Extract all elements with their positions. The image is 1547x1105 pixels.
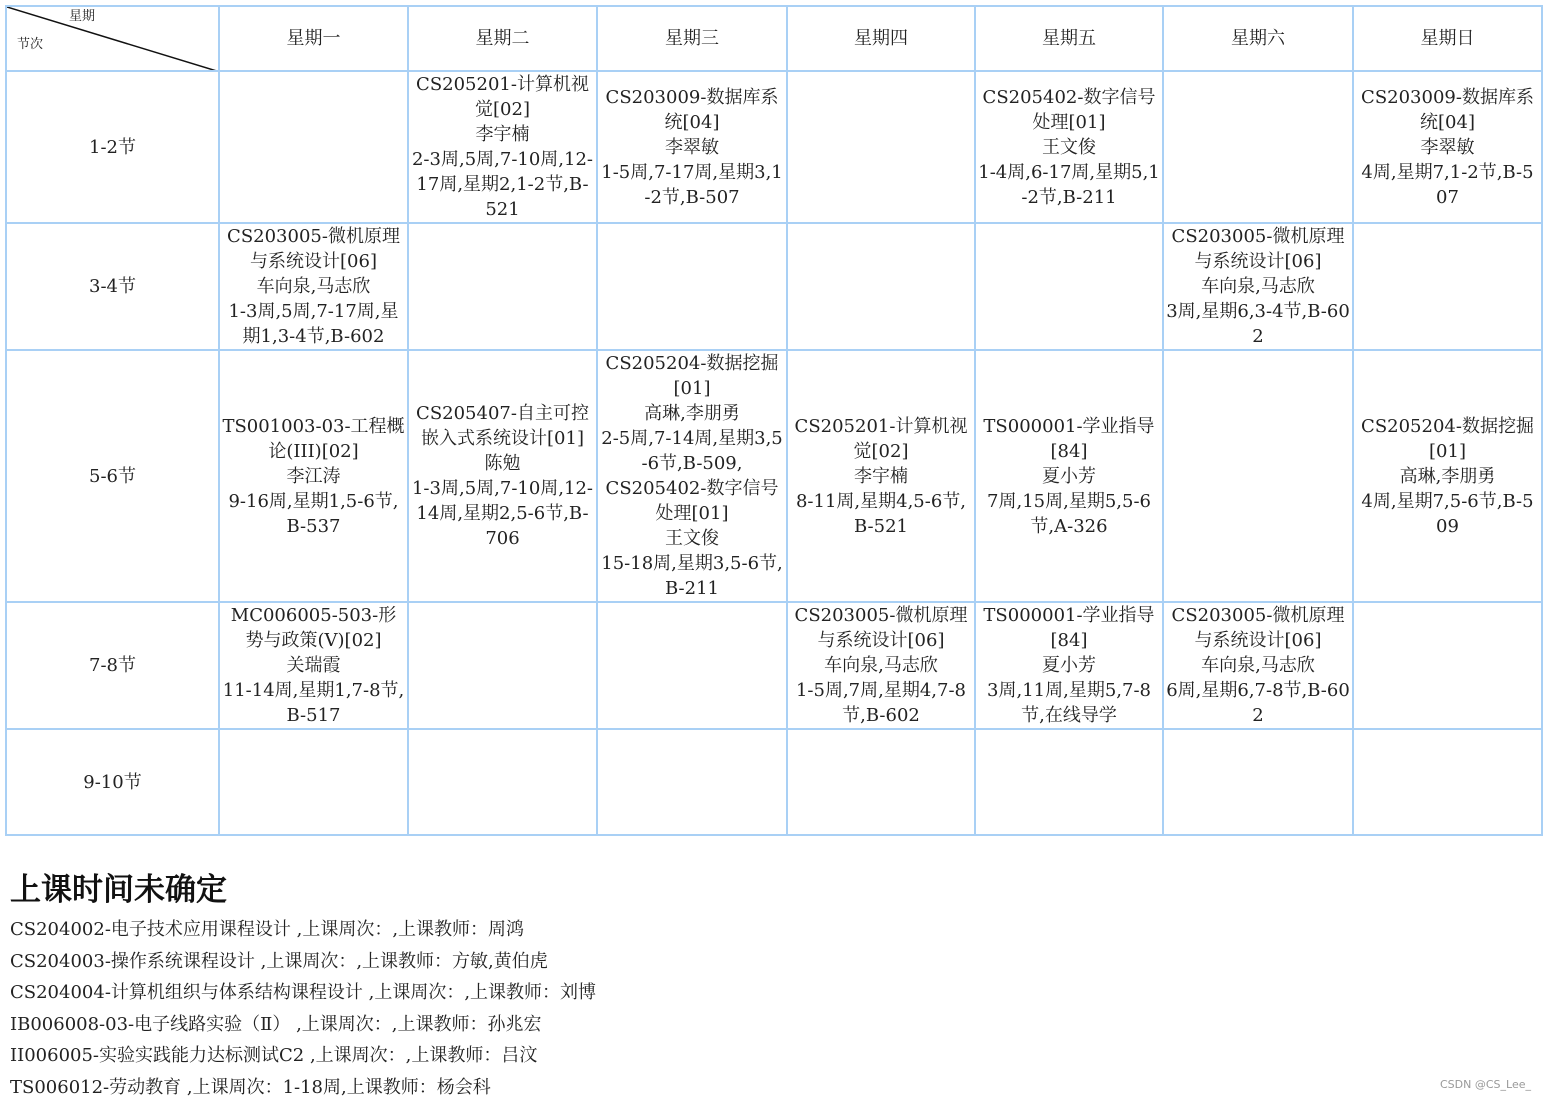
timetable-cell-sun	[1353, 602, 1542, 729]
course-teacher: 王文俊	[665, 528, 719, 549]
timetable-cell-wed	[597, 71, 787, 223]
course-schedule: 7周,15周,星期5,5-6节,A-326	[987, 490, 1151, 537]
course-name: CS203005-微机原理与系统设计[06]	[1171, 605, 1345, 651]
timetable-cell-mon	[219, 729, 408, 835]
course-name: TS000001-学业指导[84]	[983, 415, 1155, 462]
course-teacher: 王文俊	[1042, 136, 1096, 158]
unscheduled-item: CS204002-电子技术应用课程设计 ,上课周次：,上课教师：周鸿	[10, 919, 525, 940]
day-header-mon: 星期一	[219, 6, 408, 71]
day-header-wed: 星期三	[597, 6, 787, 71]
timetable-cell-sun	[1353, 71, 1542, 223]
course-schedule: 6周,星期6,7-8节,B-602	[1166, 680, 1350, 726]
corner-week-label: 星期	[69, 9, 96, 24]
slot-row	[6, 350, 1542, 602]
timetable-cell-sat	[1163, 729, 1353, 835]
course-name: CS205204-数据挖掘[01]	[1361, 415, 1534, 462]
corner-slot-label: 节次	[17, 37, 44, 52]
course-teacher: 李宇楠	[854, 465, 908, 487]
course-schedule: 1-5周,7周,星期4,7-8节,B-602	[795, 680, 967, 726]
slot-label: 3-4节	[6, 223, 219, 350]
course-schedule: 11-14周,星期1,7-8节,B-517	[222, 680, 405, 726]
timetable-cell-fri	[975, 71, 1163, 223]
course-teacher: 高琳,李朋勇	[1399, 465, 1496, 487]
course-schedule: 1-3周,5周,7-10周,12-14周,星期2,5-6节,B-706	[411, 478, 594, 549]
course-name: TS001003-03-工程概论(III)[02]	[222, 415, 405, 462]
course-schedule: 4周,星期7,1-2节,B-507	[1361, 161, 1534, 208]
timetable-cell-thu	[787, 602, 975, 729]
watermark: CSDN @CS_Lee_	[1440, 1078, 1531, 1091]
course-schedule: 2-5周,7-14周,星期3,5-6节,B-509,	[601, 428, 783, 474]
timetable-cell-sat	[1163, 602, 1353, 729]
timetable-cell-tue	[408, 350, 597, 602]
course-teacher: 陈勉	[484, 453, 521, 474]
timetable-cell-sat	[1163, 223, 1353, 350]
timetable-cell-mon	[219, 602, 408, 729]
slot-row	[6, 729, 1542, 835]
timetable-cell-wed	[597, 223, 787, 350]
timetable-cell-sun	[1353, 223, 1542, 350]
course-teacher: 车向泉,马志欣	[256, 276, 371, 297]
course-name: CS203005-微机原理与系统设计[06]	[1171, 226, 1345, 272]
course-name: CS203005-微机原理与系统设计[06]	[227, 226, 400, 272]
timetable-cell-tue	[408, 729, 597, 835]
course-schedule: 1-3周,5周,7-17周,星期1,3-4节,B-602	[228, 301, 399, 347]
course-teacher: 高琳,李朋勇	[644, 403, 740, 424]
course-teacher: 夏小芳	[1042, 655, 1096, 676]
course-schedule: 4周,星期7,5-6节,B-509	[1361, 490, 1534, 537]
timetable-cell-mon	[219, 350, 408, 602]
course-teacher: 车向泉,马志欣	[1201, 276, 1315, 297]
course-teacher: 夏小芳	[1042, 465, 1096, 487]
timetable-cell-tue	[408, 71, 597, 223]
timetable-cell-thu	[787, 350, 975, 602]
timetable-body	[6, 71, 1542, 835]
timetable-cell-fri	[975, 602, 1163, 729]
unscheduled-item: IB006008-03-电子线路实验（Ⅱ） ,上课周次：,上课教师：孙兆宏	[10, 1013, 542, 1035]
course-name: CS205402-数字信号处理[01]	[605, 478, 779, 524]
slot-row	[6, 602, 1542, 729]
course-name: CS203009-数据库系统[04]	[1361, 86, 1534, 133]
day-header-sun: 星期日	[1353, 6, 1542, 71]
timetable-cell-sun	[1353, 729, 1542, 835]
timetable-cell-fri	[975, 729, 1163, 835]
course-name: CS205407-自主可控嵌入式系统设计[01]	[416, 403, 589, 449]
timetable-cell-thu	[787, 729, 975, 835]
slot-label: 9-10节	[6, 729, 219, 835]
course-schedule: 1-5周,7-17周,星期3,1-2节,B-507	[601, 161, 783, 208]
unscheduled-item: II006005-实验实践能力达标测试C2 ,上课周次：,上课教师：吕汶	[10, 1045, 538, 1067]
timetable-cell-tue	[408, 602, 597, 729]
timetable	[5, 5, 1543, 836]
timetable-cell-mon	[219, 71, 408, 223]
timetable-cell-thu	[787, 223, 975, 350]
course-teacher: 关瑞霞	[286, 655, 341, 676]
course-name: MC006005-503-形势与政策(V)[02]	[230, 605, 397, 651]
timetable-cell-sat	[1163, 71, 1353, 223]
course-teacher: 车向泉,马志欣	[1201, 655, 1315, 676]
unscheduled-item: CS204004-计算机组织与体系结构课程设计 ,上课周次：,上课教师：刘博	[10, 982, 597, 1004]
corner-cell	[6, 6, 219, 71]
course-schedule: 9-16周,星期1,5-6节,B-537	[228, 490, 399, 537]
timetable-cell-thu	[787, 71, 975, 223]
slot-label: 7-8节	[6, 602, 219, 729]
slot-label: 1-2节	[6, 71, 219, 223]
day-header-sat: 星期六	[1163, 6, 1353, 71]
timetable-cell-fri	[975, 350, 1163, 602]
unscheduled-item: TS006012-劳动教育 ,上课周次：1-18周,上课教师：杨会科	[10, 1076, 491, 1098]
timetable-cell-wed	[597, 729, 787, 835]
course-teacher: 李江涛	[286, 465, 341, 487]
slot-row	[6, 223, 1542, 350]
course-teacher: 李翠敏	[1420, 136, 1475, 158]
day-header-fri: 星期五	[975, 6, 1163, 71]
course-name: TS000001-学业指导[84]	[983, 605, 1155, 651]
unscheduled-item: CS204003-操作系统课程设计 ,上课周次：,上课教师：方敏,黄伯虎	[10, 950, 548, 972]
course-schedule: 3周,星期6,3-4节,B-602	[1166, 301, 1350, 347]
day-header-thu: 星期四	[787, 6, 975, 71]
slot-label: 5-6节	[6, 350, 219, 602]
course-schedule: 1-4周,6-17周,星期5,1-2节,B-211	[978, 161, 1160, 208]
course-teacher: 李翠敏	[665, 136, 719, 158]
course-schedule: 15-18周,星期3,5-6节,B-211	[601, 553, 783, 599]
timetable-cell-wed	[597, 602, 787, 729]
day-header-tue: 星期二	[408, 6, 597, 71]
timetable-cell-sat	[1163, 350, 1353, 602]
course-name: CS205201-计算机视觉[02]	[416, 74, 589, 120]
course-schedule: 8-11周,星期4,5-6节,B-521	[795, 490, 967, 537]
header-row	[6, 6, 1542, 71]
timetable-cell-tue	[408, 223, 597, 350]
course-teacher: 车向泉,马志欣	[824, 655, 938, 676]
slot-row	[6, 71, 1542, 223]
timetable-cell-fri	[975, 223, 1163, 350]
course-name: CS205204-数据挖掘[01]	[605, 353, 779, 399]
course-name: CS205402-数字信号处理[01]	[982, 86, 1156, 133]
course-schedule: 2-3周,5周,7-10周,12-17周,星期2,1-2节,B-521	[411, 149, 594, 220]
timetable-cell-wed	[597, 350, 787, 602]
unscheduled-list	[10, 914, 596, 1104]
course-schedule: 3周,11周,星期5,7-8节,在线导学	[987, 680, 1151, 726]
course-teacher: 李宇楠	[475, 124, 530, 145]
unscheduled-title: 上课时间未确定	[10, 872, 227, 908]
course-name: CS203009-数据库系统[04]	[605, 86, 779, 133]
course-name: CS205201-计算机视觉[02]	[794, 415, 968, 462]
timetable-cell-mon	[219, 223, 408, 350]
timetable-cell-sun	[1353, 350, 1542, 602]
course-name: CS203005-微机原理与系统设计[06]	[794, 605, 968, 651]
